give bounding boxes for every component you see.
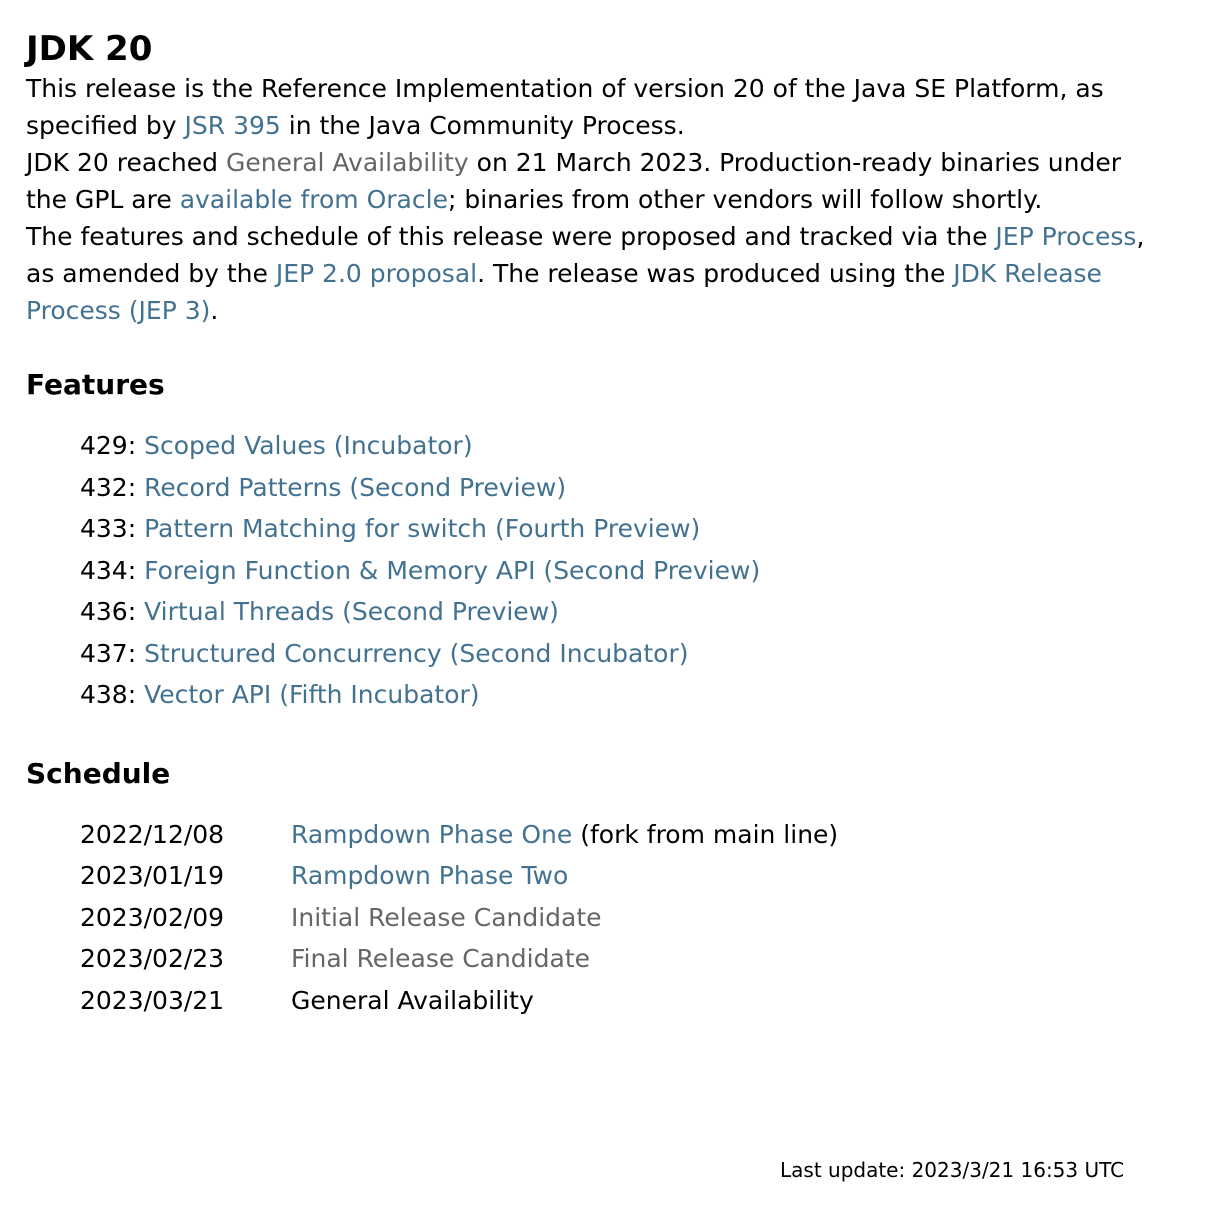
schedule-row xyxy=(80,814,838,856)
feature-link[interactable]: Vector API (Fifth Incubator) xyxy=(144,680,480,709)
schedule-date: 2023/01/19 xyxy=(80,861,225,890)
available-from-oracle-link[interactable]: available from Oracle xyxy=(179,185,448,214)
schedule-milestone-cell xyxy=(291,855,838,897)
schedule-row xyxy=(80,938,838,980)
feature-link[interactable]: Structured Concurrency (Second Incubator) xyxy=(144,638,689,668)
jsr-395-link[interactable]: JSR 395 xyxy=(184,111,281,140)
intro-paragraph-1 xyxy=(26,70,1166,144)
intro-2-text-b: on 21 March 2023. Production-ready binaries under the GPL are xyxy=(26,148,1122,214)
intro-1-text-a: This release is the Reference Implementation of version 20 of the Java SE Platform, as specified by xyxy=(26,74,1104,140)
feature-link[interactable]: Record Patterns (Second Preview) xyxy=(144,472,567,502)
feature-number: 429: xyxy=(80,431,137,460)
feature-item xyxy=(80,674,1166,716)
feature-item xyxy=(80,550,1166,592)
jep-2-proposal-link[interactable]: JEP 2.0 proposal xyxy=(275,259,478,288)
feature-link[interactable]: Virtual Threads (Second Preview) xyxy=(144,597,559,626)
intro-3-text-b: , as amended by the xyxy=(26,222,1145,288)
schedule-milestone-cell xyxy=(291,980,838,1022)
general-availability-link[interactable]: General Availability xyxy=(225,148,469,177)
schedule-milestone-cell xyxy=(291,897,838,939)
feature-number: 432: xyxy=(80,472,137,502)
feature-item xyxy=(80,591,1166,633)
schedule-date: 2023/02/09 xyxy=(80,902,225,932)
intro-2-text-c: ; binaries from other vendors will follow shortly. xyxy=(447,185,1043,214)
main-content xyxy=(26,28,1166,1021)
feature-number: 434: xyxy=(80,555,137,585)
features-heading: Features xyxy=(26,368,165,401)
jdk-release-process-link[interactable]: JDK Release Process (JEP 3) xyxy=(26,259,1102,325)
schedule-note: (fork from main line) xyxy=(572,819,839,849)
schedule-date: 2023/02/23 xyxy=(80,944,225,973)
page-title: JDK 20 xyxy=(26,29,153,69)
intro-paragraph-2 xyxy=(26,144,1166,218)
schedule-milestone-cell xyxy=(291,938,838,980)
intro-3-text-d: . xyxy=(210,296,219,325)
feature-number: 436: xyxy=(80,597,137,626)
feature-number: 437: xyxy=(80,638,137,668)
feature-item xyxy=(80,633,1166,675)
feature-item xyxy=(80,467,1166,509)
intro-3-text-a: The features and schedule of this release were proposed and tracked via the xyxy=(26,222,996,251)
feature-item xyxy=(80,508,1166,550)
feature-number: 433: xyxy=(80,514,137,543)
schedule-table xyxy=(80,814,838,1022)
intro-paragraph-3 xyxy=(26,218,1166,329)
schedule-row xyxy=(80,855,838,897)
feature-number: 438: xyxy=(80,680,137,709)
general-availability-label: General Availability xyxy=(291,985,534,1015)
last-update-footer: Last update: 2023/3/21 16:53 UTC xyxy=(780,1158,1125,1182)
features-list xyxy=(80,425,1166,716)
schedule-heading: Schedule xyxy=(26,756,171,790)
schedule-row xyxy=(80,897,838,939)
jep-process-link[interactable]: JEP Process xyxy=(995,222,1137,251)
feature-item xyxy=(80,425,1166,467)
rampdown-phase-one-link[interactable]: Rampdown Phase One xyxy=(291,819,573,849)
schedule-date: 2023/03/21 xyxy=(80,985,225,1015)
feature-link[interactable]: Scoped Values (Incubator) xyxy=(144,431,473,460)
intro-2-text-a: JDK 20 reached xyxy=(26,148,226,177)
schedule-milestone-cell xyxy=(291,814,838,856)
feature-link[interactable]: Foreign Function & Memory API (Second Preview) xyxy=(144,555,761,585)
rampdown-phase-two-link[interactable]: Rampdown Phase Two xyxy=(291,861,569,890)
intro-3-text-c: . The release was produced using the xyxy=(477,259,954,288)
initial-release-candidate-label: Initial Release Candidate xyxy=(291,902,602,932)
feature-link[interactable]: Pattern Matching for switch (Fourth Preview) xyxy=(144,514,701,543)
final-release-candidate-label: Final Release Candidate xyxy=(291,944,590,973)
schedule-date: 2022/12/08 xyxy=(80,819,225,849)
schedule-row xyxy=(80,980,838,1022)
intro-1-text-b: in the Java Community Process. xyxy=(280,111,685,140)
